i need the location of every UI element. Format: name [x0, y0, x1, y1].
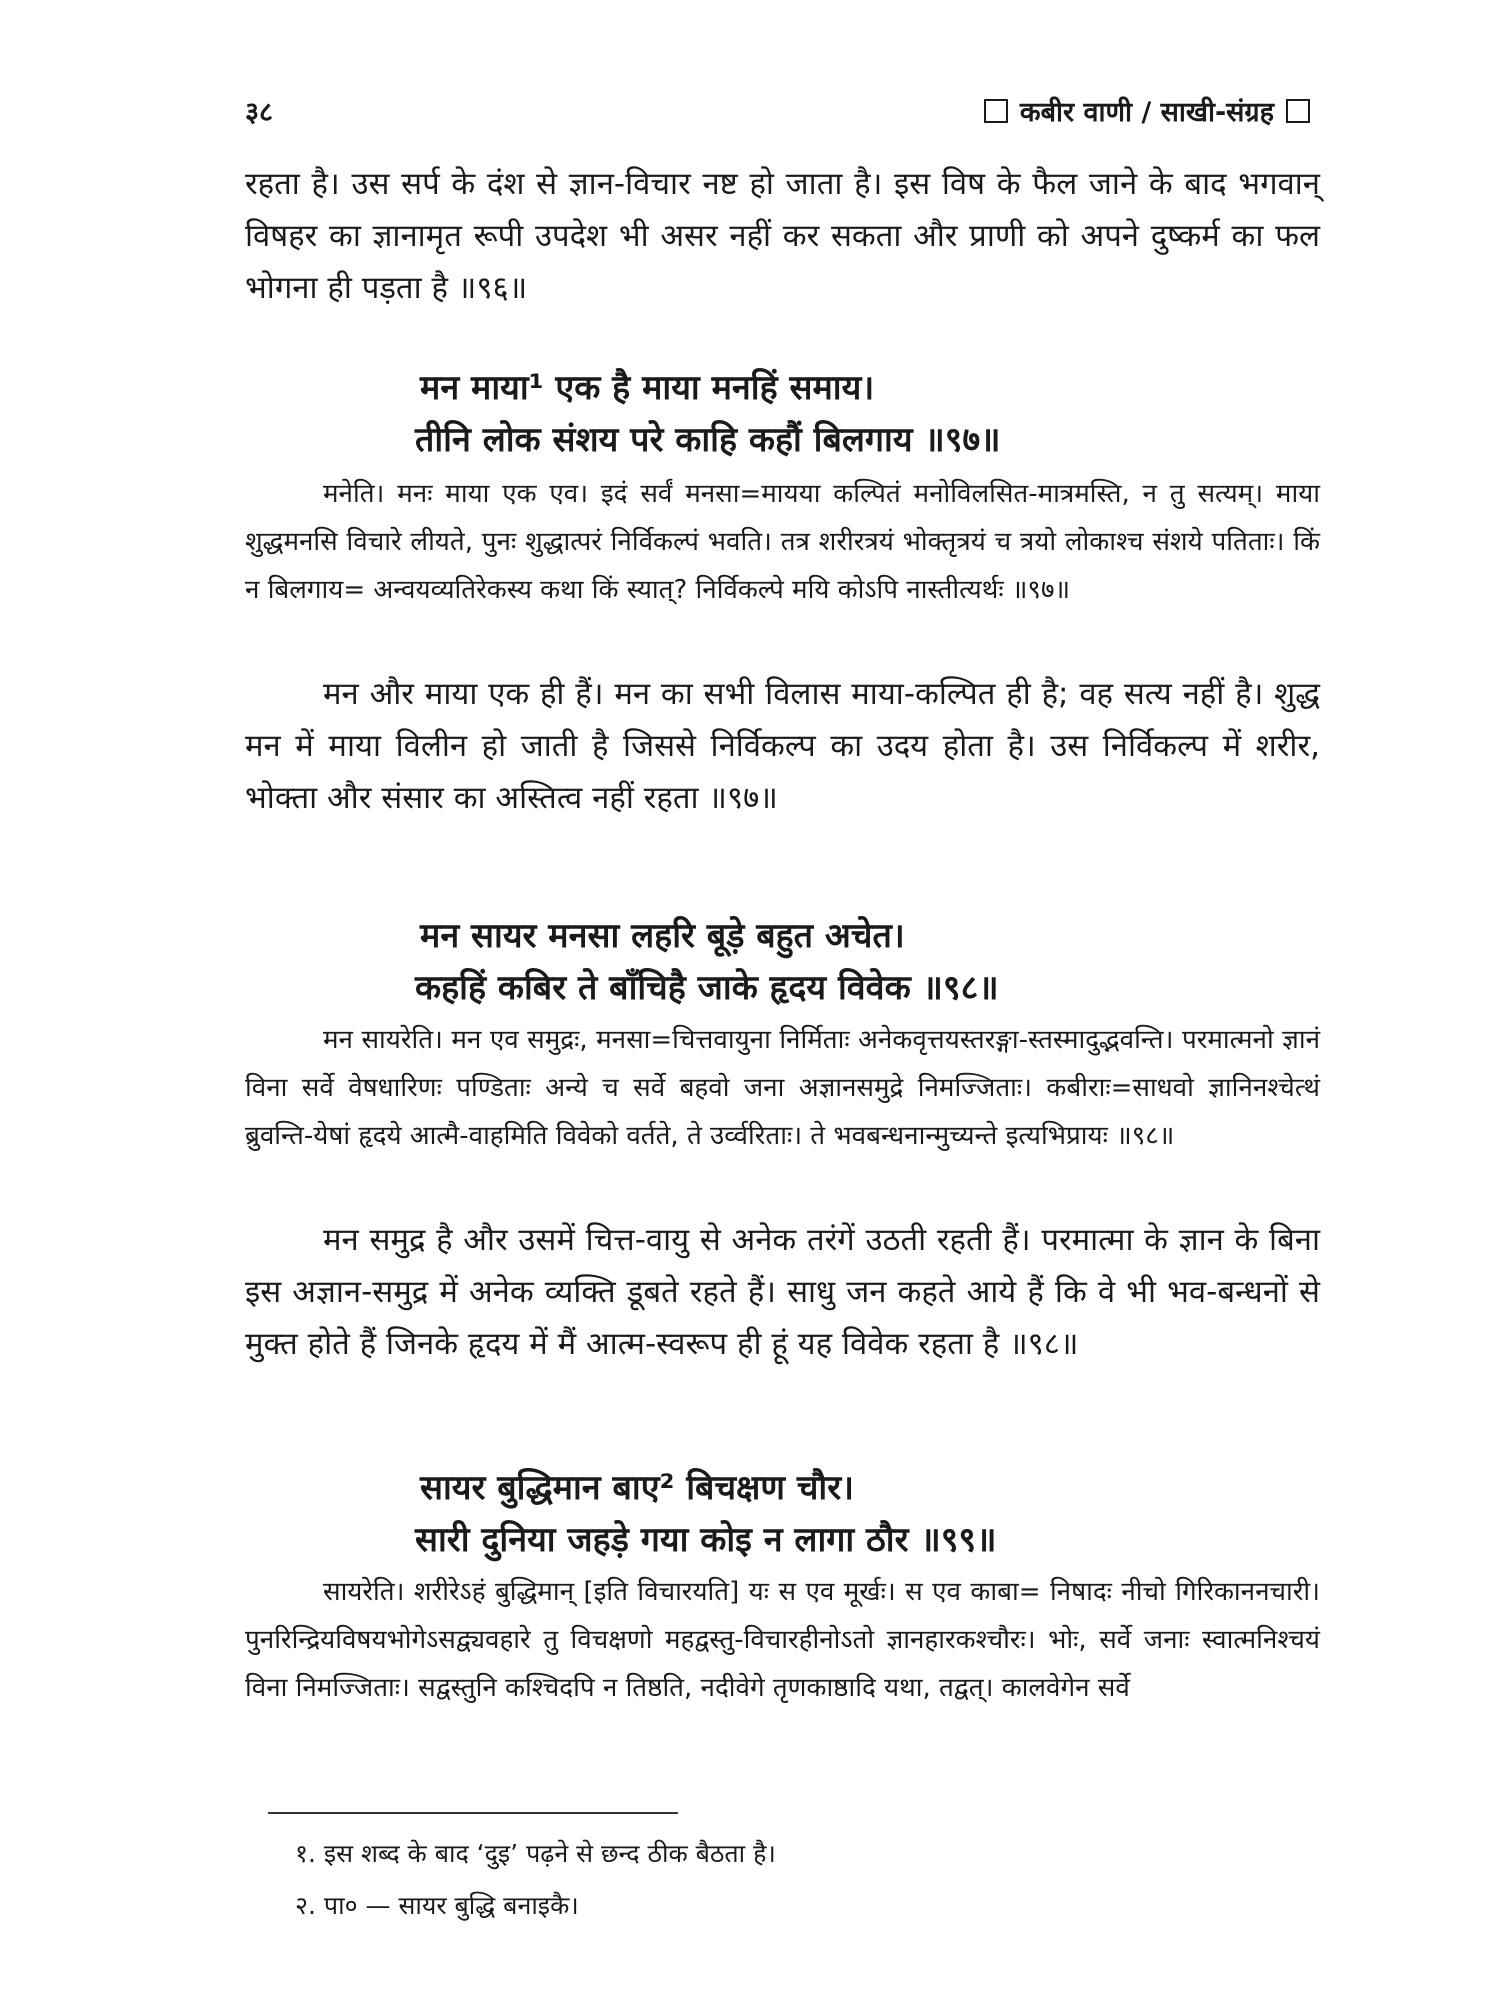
page-header: [245, 92, 1310, 132]
hindi-translation: मन और माया एक ही हैं। मन का सभी विलास माया-कल्पित ही है; वह सत्य नहीं है। शुद्ध मन में माया विलीन हो जाती है जिससे निर्विकल्प का उदय होता है। उस निर्विकल्प में शरीर, भोक्ता और संसार का अस्तित्व नहीं रहता ॥९७॥: [245, 676, 1320, 816]
commentary-block-98: [245, 1016, 1320, 1160]
intro-paragraph: रहता है। उस सर्प के दंश से ज्ञान-विचार नष्ट हो जाता है। इस विष के फैल जाने के बाद भगवान् विषहर का ज्ञानामृत रूपी उपदेश भी असर नहीं कर सकता और प्राणी को अपने दुष्कर्म का फल भोगना ही पड़ता है ॥९६॥: [245, 166, 1320, 306]
square-icon: [984, 99, 1008, 123]
translation-block-97: [245, 668, 1320, 824]
commentary-block-97: [245, 470, 1320, 614]
page-number: ३८: [245, 97, 274, 128]
hindi-translation: मन समुद्र है और उसमें चित्त-वायु से अनेक तरंगें उठती रहती हैं। परमात्मा के ज्ञान के बिना इस अज्ञान-समुद्र में अनेक व्यक्ति डूबते रहते हैं। साधु जन कहते आये हैं कि वे भी भव-बन्धनों से मुक्त होते हैं जिनके हृदय में मैं आत्म-स्वरूप ही हूं यह विवेक रहता है ॥९८॥: [245, 1222, 1320, 1362]
footnotes: [295, 1828, 1295, 1932]
couplet-line-2: कहहिं कबिर ते बाँचिहै जाके हृदय विवेक ॥९८॥: [415, 968, 999, 1008]
commentary-block-99: [245, 1568, 1320, 1712]
sanskrit-commentary: मन सायरेति। मन एव समुद्रः, मनसा=चित्तवायुना निर्मिताः अनेकवृत्तयस्तरङ्गा-स्तस्मादुद्भवन्ति। परमात्मनो ज्ञानं विना सर्वे वेषधारिणः पण्डिताः अन्ये च सर्वे बहवो जना अज्ञानसमुद्रे निमज्जिताः। कबीराः=साधवो ज्ञानिनश्चेत्थं ब्रुवन्ति-येषां हृदये आत्मै-वाहमिति विवेको वर्तते, ते उर्व्वरिताः। ते भवबन्धनान्मुच्यन्ते इत्यभिप्रायः ॥९८॥: [245, 1025, 1320, 1151]
footnote-divider: [268, 1812, 678, 1814]
couplet-line-2: तीनि लोक संशय परे काहि कहौं बिलगाय ॥९७॥: [415, 420, 1001, 460]
couplet-line-2: सारी दुनिया जहड़े गया कोइ न लागा ठौर ॥९९॥: [415, 1520, 997, 1560]
couplet: [245, 910, 1320, 1014]
sanskrit-commentary: मनेति। मनः माया एक एव। इदं सर्वं मनसा=मायया कल्पितं मनोविलसित-मात्रमस्ति, न तु सत्यम्। माया शुद्धमनसि विचारे लीयते, पुनः शुद्धात्परं निर्विकल्पं भवति। तत्र शरीरत्रयं भोक्तृत्रयं च त्रयो लोकाश्च संशये पतिताः। किं न बिलगाय= अन्वयव्यतिरेकस्य कथा किं स्यात्? निर्विकल्पे मयि कोऽपि नास्तीत्यर्थः ॥९७॥: [245, 479, 1320, 605]
couplet: [245, 362, 1320, 466]
translation-block-98: [245, 1214, 1320, 1370]
couplet-line-1: मन सायर मनसा लहरि बूड़े बहुत अचेत।: [420, 916, 905, 956]
running-title-text: कबीर वाणी / साखी-संग्रह: [1019, 97, 1274, 128]
couplet-line-1: सायर बुद्धिमान बाए² बिचक्षण चौर।: [420, 1468, 855, 1508]
verse-block-99: [245, 1462, 1320, 1566]
intro-block: [245, 158, 1320, 314]
square-icon: [1286, 99, 1310, 123]
couplet-line-1: मन माया¹ एक है माया मनहिं समाय।: [420, 368, 875, 408]
sanskrit-commentary: सायरेति। शरीरेऽहं बुद्धिमान् [इति विचारयति] यः स एव मूर्खः। स एव काबा= निषादः नीचो गिरिकाननचारी। पुनरिन्द्रियविषयभोगेऽसद्व्यवहारे तु विचक्षणो महद्वस्तु-विचारहीनोऽतो ज्ञानहारकश्चौरः। भोः, सर्वे जनाः स्वात्मनिश्चयं विना निमज्जिताः। सद्वस्तुनि कश्चिदपि न तिष्ठति, नदीवेगे तृणकाष्ठादि यथा, तद्वत्। कालवेगेन सर्वे: [245, 1577, 1320, 1703]
verse-block-98: [245, 910, 1320, 1014]
running-title: [984, 92, 1310, 129]
verse-block-97: [245, 362, 1320, 466]
couplet: [245, 1462, 1320, 1566]
footnote-2: २. पा० — सायर बुद्धि बनाइकै।: [295, 1891, 579, 1920]
footnote-1: १. इस शब्द के बाद ‘दुइ’ पढ़ने से छन्द ठीक बैठता है।: [295, 1839, 776, 1868]
